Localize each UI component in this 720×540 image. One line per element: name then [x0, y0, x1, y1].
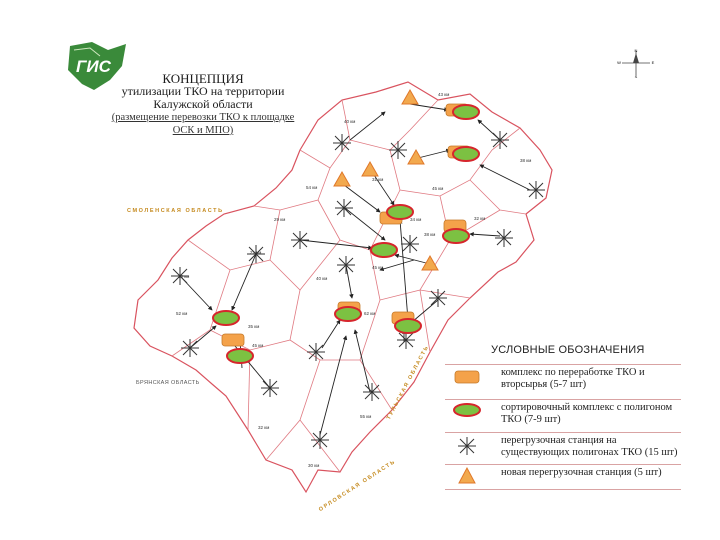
distance-label: 40 км	[316, 276, 328, 281]
transfer-station-icon	[389, 141, 407, 159]
transfer-station-icon	[307, 343, 325, 361]
transfer-station-icon	[261, 379, 279, 397]
compass-rose-icon	[616, 48, 656, 78]
triangle-icon	[334, 172, 350, 186]
transfer-station-icon	[181, 339, 199, 357]
map-title	[108, 72, 298, 137]
sorting-complex-icon	[445, 400, 489, 430]
distance-label: 40 км	[344, 119, 356, 124]
title-line-4: (размещение перевозки ТКО к площадке	[111, 112, 295, 123]
distance-label: 54 км	[306, 185, 318, 190]
transfer-station-icon	[401, 235, 419, 253]
transfer-station-icon	[445, 433, 489, 463]
legend-text-processing: комплекс по переработке ТКО и вторсырья (5-7 шт)	[501, 367, 645, 390]
distance-label: 29 км	[274, 217, 286, 222]
title-line-3: Калужской области	[153, 97, 253, 111]
legend-text-new-transfer: новая перегрузочная станция (5 шт)	[501, 467, 662, 478]
triangle-icon	[445, 465, 489, 489]
svg-text:N: N	[634, 48, 638, 53]
distance-label: 45 км	[432, 186, 444, 191]
distance-label: 55 км	[360, 414, 372, 419]
distance-label: 38 км	[520, 158, 532, 163]
sorting-complex-icon	[443, 229, 469, 243]
transfer-station-icon	[291, 231, 309, 249]
distance-label: 45 км	[372, 265, 384, 270]
distance-label: 34 км	[410, 217, 422, 222]
transfer-station-icon	[333, 134, 351, 152]
legend-text-sorting: сортировочный комплекс с полигоном ТКО (7-9 шт)	[501, 402, 673, 425]
neighbor-label-smolensk: СМОЛЕНСКАЯ ОБЛАСТЬ	[127, 208, 224, 214]
transfer-station-icon	[363, 383, 381, 401]
transfer-station-icon	[429, 289, 447, 307]
distance-label: 21 км	[250, 250, 262, 255]
transfer-station-icon	[311, 431, 329, 449]
processing-complex-icon	[222, 334, 244, 346]
neighbor-label-tula: ТУЛЬСКАЯ ОБЛАСТЬ	[386, 344, 431, 421]
distance-label: 30 км	[308, 463, 320, 468]
transfer-station-icon	[335, 199, 353, 217]
distance-label: 35 км	[248, 324, 260, 329]
processing-complex-icon	[445, 365, 489, 397]
sorting-complex-icon	[371, 243, 397, 257]
transfer-station-icon	[527, 181, 545, 199]
distance-label: 52 км	[176, 311, 188, 316]
sorting-complex-icon	[227, 349, 253, 363]
distance-label: 31 км	[372, 177, 384, 182]
transfer-station-icon	[337, 256, 355, 274]
sorting-complex-icon	[335, 307, 361, 321]
title-line-1: КОНЦЕПЦИЯ	[162, 71, 244, 86]
transfer-station-icon	[495, 229, 513, 247]
sorting-complex-icon	[213, 311, 239, 325]
neighbor-label-bryansk: БРЯНСКАЯ ОБЛАСТЬ	[136, 380, 200, 386]
svg-text:E: E	[651, 60, 655, 65]
legend-row-new-transfer	[445, 464, 681, 490]
distance-label: 45 км	[252, 343, 264, 348]
sorting-complex-icon	[453, 147, 479, 161]
sorting-complex-icon	[395, 319, 421, 333]
title-line-5: ОСК и МПО)	[172, 125, 234, 136]
triangle-icon	[362, 162, 378, 176]
distance-label: 28 км	[178, 274, 190, 279]
neighbor-label-orel: ОРЛОВСКАЯ ОБЛАСТЬ	[318, 458, 398, 514]
sorting-complex-icon	[453, 105, 479, 119]
svg-text:ГИС: ГИС	[76, 57, 111, 76]
title-line-2: утилизации ТКО на территории	[121, 84, 285, 98]
triangle-icon	[402, 90, 418, 104]
distance-label: 32 км	[258, 425, 270, 430]
legend-text-transfer: перегрузочная станция на существующих полигонах ТКО (15 шт)	[501, 435, 678, 458]
svg-text:S: S	[634, 74, 638, 78]
distance-label: 62 км	[364, 311, 376, 316]
legend-row-processing	[445, 364, 681, 397]
distance-label: 38 км	[424, 232, 436, 237]
distance-label: 32 км	[474, 216, 486, 221]
svg-text:W: W	[617, 60, 621, 65]
distance-label: 43 км	[438, 92, 450, 97]
transfer-station-icon	[491, 131, 509, 149]
legend-row-transfer	[445, 432, 681, 463]
legend-row-sorting	[445, 399, 681, 430]
legend-header: УСЛОВНЫЕ ОБОЗНАЧЕНИЯ	[491, 344, 645, 356]
